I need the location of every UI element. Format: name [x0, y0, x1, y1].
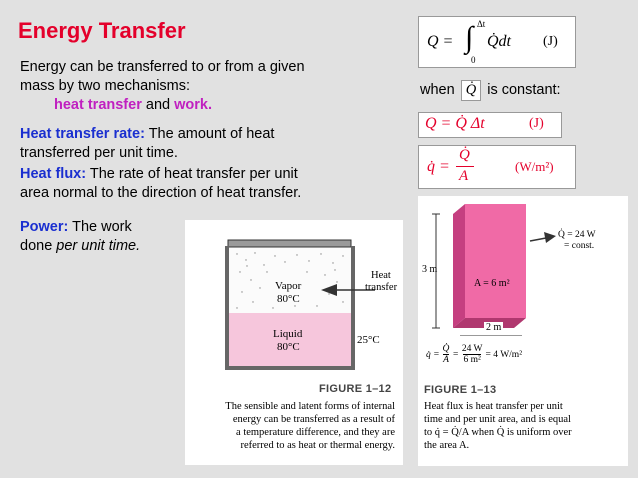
- fig12-caption-line: The sensible and latent forms of internal: [225, 401, 395, 412]
- constant-text: is constant:: [487, 82, 561, 98]
- flux-lhs: q̇ =: [427, 158, 450, 175]
- rate-definition: [20, 125, 350, 163]
- power-label: Power:: [20, 219, 69, 235]
- height-label: 3 m: [422, 264, 438, 275]
- heat-flux-equation: [418, 145, 576, 189]
- width-label: 2 m: [486, 322, 502, 333]
- calc-num-1: Q̇: [442, 344, 450, 354]
- flux-label: Heat flux:: [20, 166, 87, 182]
- flux-numerator: Q̇: [459, 147, 470, 163]
- heat-transfer-term: heat transfer: [54, 97, 142, 113]
- q-const-label: = const.: [564, 241, 595, 251]
- rate-text-2: transferred per unit time.: [20, 145, 178, 161]
- flux-denominator: A: [459, 168, 469, 184]
- calc-num-2: 24 W: [461, 344, 483, 354]
- fig12-caption-line: a temperature difference, and they are: [236, 427, 395, 438]
- figure-1-12-caption: [225, 400, 395, 452]
- flux-definition: [20, 165, 360, 203]
- plate-diagram: [418, 196, 628, 336]
- period: .: [207, 97, 212, 113]
- power-definition: [20, 218, 180, 256]
- fig12-caption-line: energy can be transferred as a result of: [232, 414, 395, 425]
- power-text-2a: done: [20, 238, 53, 254]
- intro-line-1: Energy can be transferred to or from a given: [20, 59, 305, 75]
- energy-integral-equation: [418, 16, 576, 68]
- intro-line-2: mass by two mechanisms:: [20, 78, 191, 94]
- eq-upper-limit: Δt: [477, 19, 486, 29]
- figure-1-13: [418, 196, 628, 466]
- fig13-caption-line: the area A.: [424, 440, 470, 451]
- heat-label: Heat: [371, 270, 391, 281]
- rate-label: Heat transfer rate:: [20, 126, 145, 142]
- and-word: and: [145, 97, 171, 113]
- figure-1-13-caption: [424, 400, 572, 452]
- figure-1-13-title: FIGURE 1–13: [424, 384, 497, 396]
- slide-title: Energy Transfer: [18, 18, 186, 43]
- q-constant-text: Q = Q̇ Δt: [425, 115, 485, 132]
- when-line: [420, 80, 561, 101]
- when-text: when: [420, 82, 455, 98]
- calc-equals: =: [452, 349, 459, 360]
- q-constant-equation: [418, 112, 562, 138]
- integral-sign: ∫: [465, 21, 474, 54]
- flux-text-2: area normal to the direction of heat transfer.: [20, 185, 302, 201]
- area-label: A = 6 m²: [474, 278, 510, 289]
- calc-frac-1: [443, 344, 450, 365]
- work-term: work: [174, 97, 208, 113]
- eq-integrand: Q̇dt: [487, 33, 511, 50]
- fraction-bar: [456, 166, 474, 167]
- q-rate-label: Q̇ = 24 W: [558, 230, 596, 240]
- fig13-caption-line: time and per unit area, and is equal: [424, 414, 571, 425]
- liquid-temp: 80°C: [277, 341, 300, 353]
- calc-result: = 4 W/m²: [485, 349, 523, 360]
- q-constant-unit: (J): [529, 116, 544, 131]
- mechanisms-line: [20, 96, 350, 115]
- calc-den-2: 6 m²: [463, 355, 481, 365]
- calc-lhs: q̇ =: [426, 349, 440, 360]
- vapor-label: Vapor: [275, 280, 302, 292]
- power-text-1: The work: [72, 219, 132, 235]
- figure-1-12: [185, 220, 403, 465]
- figure-1-12-title: FIGURE 1–12: [319, 383, 392, 395]
- vapor-temp: 80°C: [277, 293, 300, 305]
- eq-lower-limit: 0: [471, 55, 476, 65]
- flux-unit: (W/m²): [515, 159, 554, 174]
- flux-text-1: The rate of heat transfer per unit: [89, 166, 298, 182]
- fig13-caption-line: to q̇ = Q̇/A when Q̇ is uniform over: [424, 427, 572, 438]
- fig12-caption-line: referred to as heat or thermal energy.: [240, 440, 395, 451]
- transfer-label: transfer: [365, 282, 398, 293]
- calc-den-1: A: [443, 355, 449, 365]
- flux-calculation: [426, 344, 522, 365]
- calc-frac-2: [462, 344, 483, 365]
- qdot-symbol: Q̇: [461, 80, 481, 101]
- eq-lhs: Q =: [427, 33, 454, 50]
- power-text-2b: per unit time.: [56, 238, 141, 254]
- rate-text-1: The amount of heat: [148, 126, 275, 142]
- intro-text: [20, 58, 350, 115]
- liquid-label: Liquid: [273, 328, 303, 340]
- eq-unit: (J): [543, 34, 558, 49]
- ambient-temp: 25°C: [357, 334, 380, 346]
- fig13-caption-line: Heat flux is heat transfer per unit: [424, 401, 563, 412]
